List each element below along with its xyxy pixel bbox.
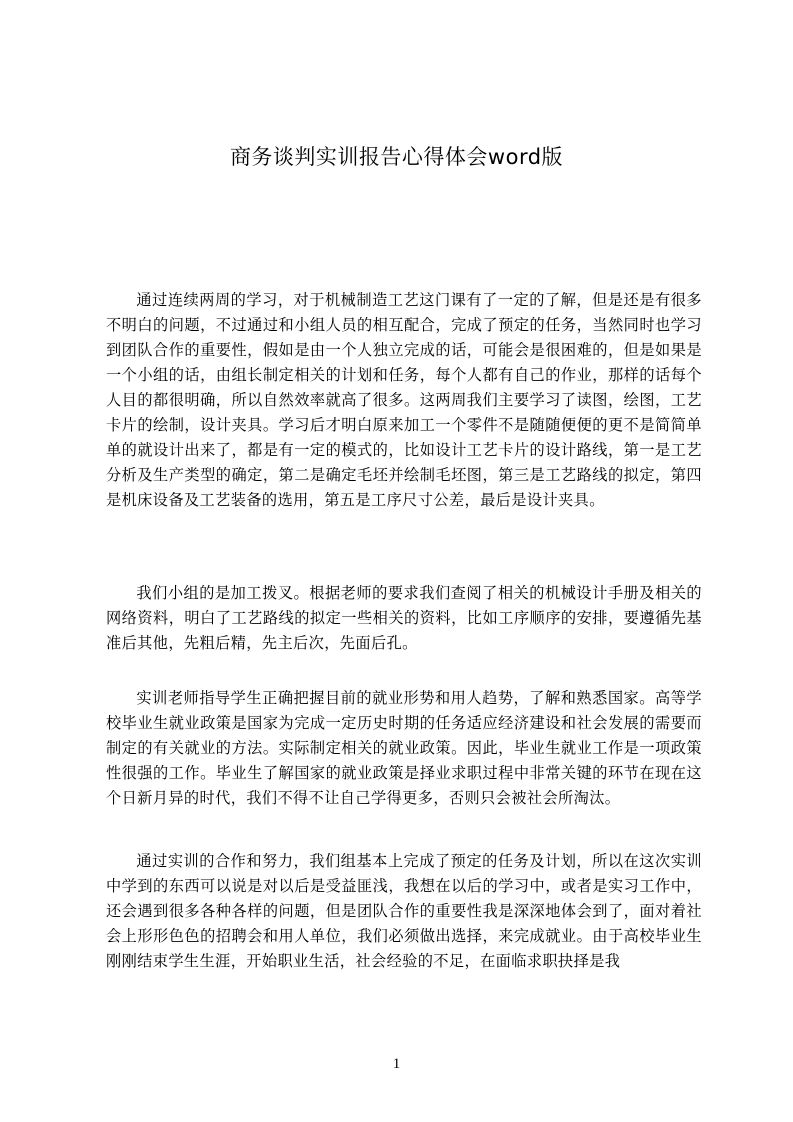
paragraph-4: 通过实训的合作和努力，我们组基本上完成了预定的任务及计划，所以在这次实训中学到的东西可以说是对以后是受益匪浅，我想在以后的学习中，或者是实习工作中，还会遇到很多各种各样的问题，但是团队合作的重要性我是深深地体会到了，面对着社会上形形色色的招聘会和用人单位，我们必须做出选择，来完成就业。由于高校毕业生刚刚结束学生生涯，开始职业生活，社会经验的不足，在面临求职抉择是我 [106,852,702,970]
paragraph-2: 我们小组的是加工拨叉。根据老师的要求我们查阅了相关的机械设计手册及相关的网络资料，明白了工艺路线的拟定一些相关的资料，比如工序顺序的安排，要遵循先基准后其他，先粗后精，先主后次，先面后孔。 [106,584,702,652]
document-title: 商务谈判实训报告心得体会word版 [229,145,564,169]
paragraph-3: 实训老师指导学生正确把握目前的就业形势和用人趋势，了解和熟悉国家。高等学校毕业生就业政策是国家为完成一定历史时期的任务适应经济建设和社会发展的需要而制定的有关就业的方法。实际制定相关的就业政策。因此，毕业生就业工作是一项政策性很强的工作。毕业生了解国家的就业政策是择业求职过程中非常关键的环节在现在这个日新月异的时代，我们不得不让自己学得更多，否则只会被社会所淘汰。 [106,689,702,807]
page-number: 1 [392,1056,401,1072]
paragraph-1: 通过连续两周的学习，对于机械制造工艺这门课有了一定的了解，但是还是有很多不明白的问题，不过通过和小组人员的相互配合，完成了预定的任务，当然同时也学习到团队合作的重要性，假如是由一个人独立完成的话，可能会是很困难的，但是如果是一个小组的话，由组长制定相关的计划和任务，每个人都有自己的作业，那样的话每个人目的都很明确，所以自然效率就高了很多。这两周我们主要学习了读图，绘图，工艺卡片的绘制，设计夹具。学习后才明白原来加工一个零件不是随随便便的更不是简简单单的就设计出来了，都是有一定的模式的，比如设计工艺卡片的设计路线，第一是工艺分析及生产类型的确定，第二是确定毛坯并绘制毛坯图，第三是工艺路线的拟定，第四是机床设备及工艺装备的选用，第五是工序尺寸公差，最后是设计夹具。 [106,291,702,509]
